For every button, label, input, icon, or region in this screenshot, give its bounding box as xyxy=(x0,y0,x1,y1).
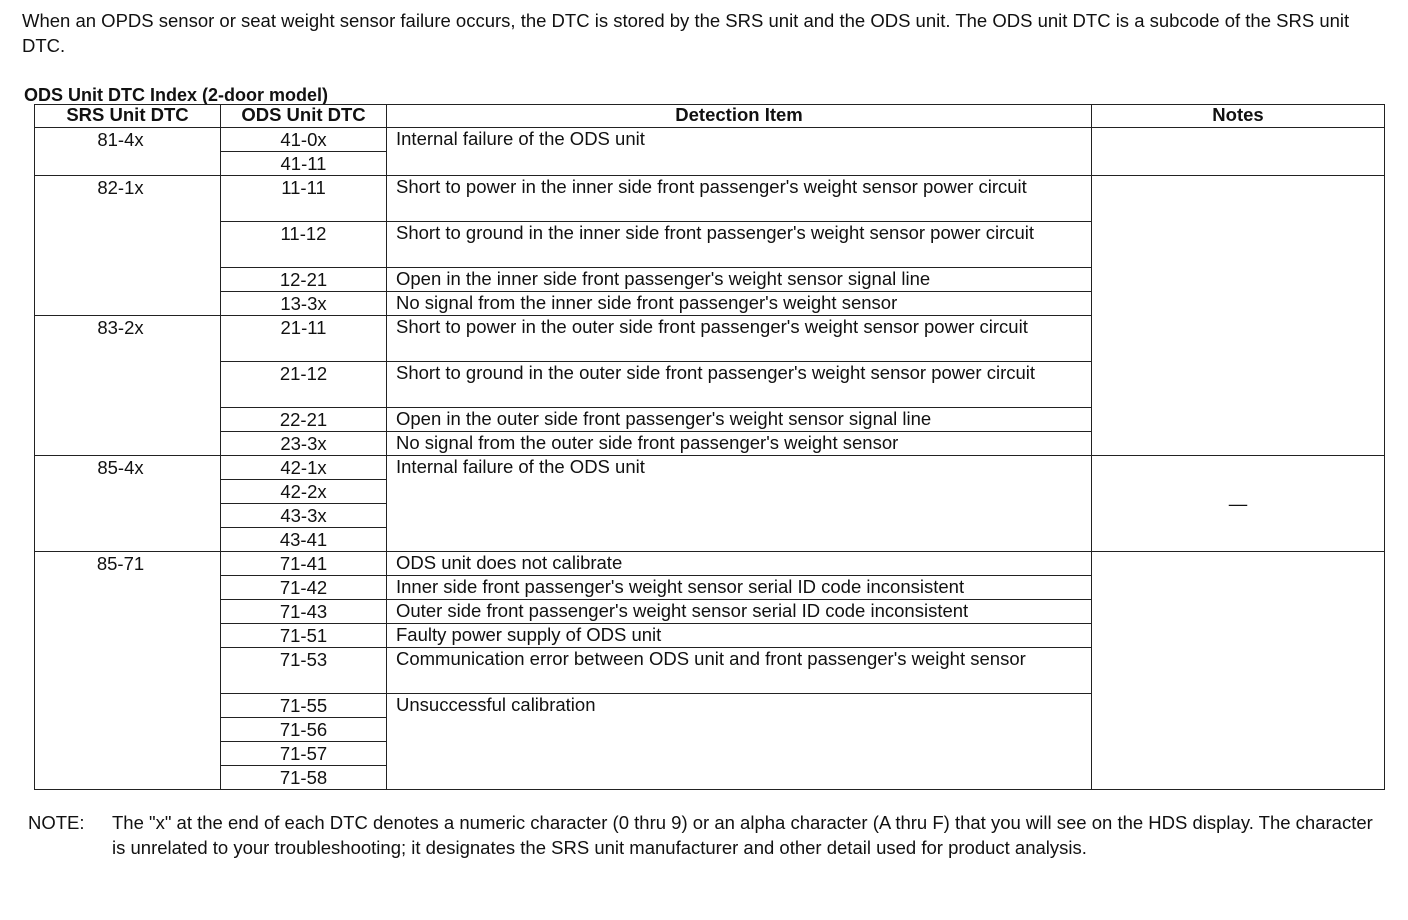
notes-cell xyxy=(1092,128,1385,176)
table-row xyxy=(35,552,1385,576)
ods-dtc-cell: 41-11 xyxy=(221,152,387,176)
detection-item-cell: No signal from the inner side front passenger's weight sensor xyxy=(387,292,1092,316)
header-srs-unit-dtc: SRS Unit DTC xyxy=(35,105,221,128)
ods-dtc-cell: 71-42 xyxy=(221,576,387,600)
ods-dtc-cell: 21-11 xyxy=(221,316,387,362)
srs-dtc-cell: 81-4x xyxy=(35,128,221,176)
table-row xyxy=(35,176,1385,222)
table-row xyxy=(35,128,1385,152)
srs-dtc-cell: 85-4x xyxy=(35,456,221,552)
table-row xyxy=(35,456,1385,480)
ods-dtc-cell: 43-3x xyxy=(221,504,387,528)
detection-item-cell: Internal failure of the ODS unit xyxy=(387,456,1092,552)
detection-item-cell: Faulty power supply of ODS unit xyxy=(387,624,1092,648)
detection-item-cell: Short to power in the outer side front passenger's weight sensor power circuit xyxy=(387,316,1092,362)
ods-dtc-cell: 21-12 xyxy=(221,362,387,408)
table-title: ODS Unit DTC Index (2-door model) xyxy=(24,85,328,105)
table-header-row xyxy=(35,105,1385,128)
detection-item-cell: ODS unit does not calibrate xyxy=(387,552,1092,576)
srs-dtc-cell: 85-71 xyxy=(35,552,221,790)
ods-dtc-cell: 41-0x xyxy=(221,128,387,152)
header-detection-item: Detection Item xyxy=(387,105,1092,128)
detection-item-cell: Outer side front passenger's weight sensor serial ID code inconsistent xyxy=(387,600,1092,624)
ods-dtc-cell: 12-21 xyxy=(221,268,387,292)
notes-cell xyxy=(1092,552,1385,790)
detection-item-cell: Communication error between ODS unit and front passenger's weight sensor xyxy=(387,648,1092,694)
ods-dtc-cell: 71-58 xyxy=(221,766,387,790)
detection-item-cell: Open in the inner side front passenger's weight sensor signal line xyxy=(387,268,1092,292)
notes-cell: — xyxy=(1092,456,1385,552)
ods-dtc-cell: 71-55 xyxy=(221,694,387,718)
header-ods-unit-dtc: ODS Unit DTC xyxy=(221,105,387,128)
ods-dtc-cell: 13-3x xyxy=(221,292,387,316)
detection-item-cell: Open in the outer side front passenger's weight sensor signal line xyxy=(387,408,1092,432)
detection-item-cell: Internal failure of the ODS unit xyxy=(387,128,1092,176)
detection-item-cell: Short to power in the inner side front passenger's weight sensor power circuit xyxy=(387,176,1092,222)
ods-dtc-cell: 23-3x xyxy=(221,432,387,456)
ods-dtc-cell: 71-53 xyxy=(221,648,387,694)
ods-dtc-cell: 43-41 xyxy=(221,528,387,552)
ods-dtc-cell: 71-41 xyxy=(221,552,387,576)
note-label: NOTE: xyxy=(28,812,85,833)
note-block xyxy=(28,810,1388,860)
header-notes: Notes xyxy=(1092,105,1385,128)
ods-dtc-cell: 22-21 xyxy=(221,408,387,432)
detection-item-cell: Short to ground in the outer side front passenger's weight sensor power circuit xyxy=(387,362,1092,408)
ods-dtc-cell: 11-11 xyxy=(221,176,387,222)
ods-dtc-cell: 71-57 xyxy=(221,742,387,766)
srs-dtc-cell: 83-2x xyxy=(35,316,221,456)
ods-dtc-cell: 71-43 xyxy=(221,600,387,624)
detection-item-cell: Unsuccessful calibration xyxy=(387,694,1092,790)
detection-item-cell: Short to ground in the inner side front passenger's weight sensor power circuit xyxy=(387,222,1092,268)
note-text: The "x" at the end of each DTC denotes a numeric character (0 thru 9) or an alpha character (A thru F) that you will see on the HDS display. The character is unrelated to your troubleshooting; it designates the SRS unit manufacturer and other detail used for product analysis. xyxy=(112,812,1373,858)
ods-dtc-cell: 71-51 xyxy=(221,624,387,648)
ods-dtc-index-table xyxy=(34,104,1385,790)
srs-dtc-cell: 82-1x xyxy=(35,176,221,316)
notes-cell xyxy=(1092,176,1385,456)
intro-paragraph: When an OPDS sensor or seat weight sensor failure occurs, the DTC is stored by the SRS unit and the ODS unit. The ODS unit DTC is a subcode of the SRS unit DTC. xyxy=(22,10,1350,56)
detection-item-cell: No signal from the outer side front passenger's weight sensor xyxy=(387,432,1092,456)
ods-dtc-cell: 71-56 xyxy=(221,718,387,742)
detection-item-cell: Inner side front passenger's weight sensor serial ID code inconsistent xyxy=(387,576,1092,600)
ods-dtc-cell: 11-12 xyxy=(221,222,387,268)
ods-dtc-cell: 42-1x xyxy=(221,456,387,480)
ods-dtc-cell: 42-2x xyxy=(221,480,387,504)
